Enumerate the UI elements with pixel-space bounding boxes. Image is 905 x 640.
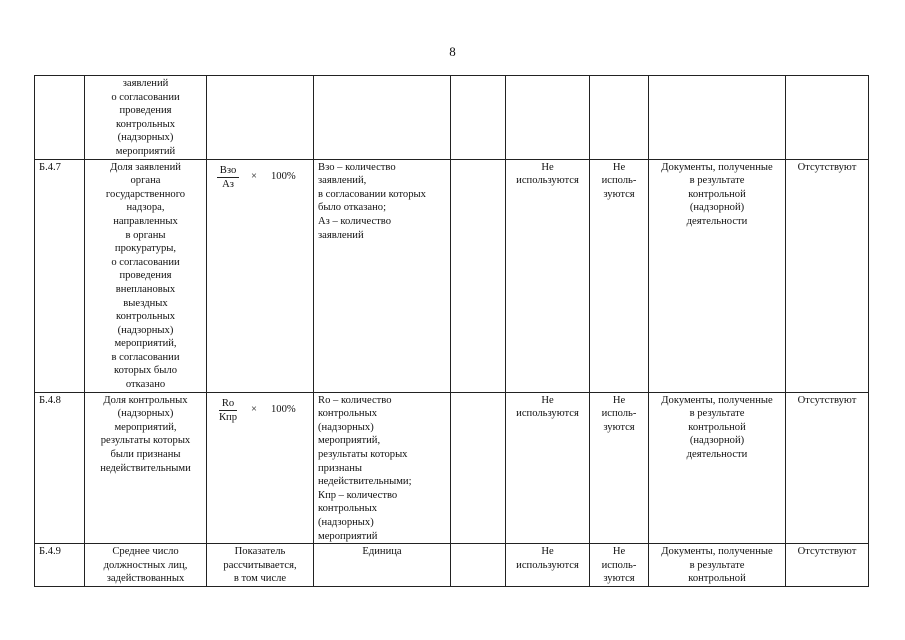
cell-sources: Документы, полученные в результате контрольной [649, 544, 786, 587]
page-number: 8 [449, 44, 456, 59]
cell-formula [207, 392, 314, 544]
fraction [213, 164, 243, 191]
denominator: Аз [222, 178, 234, 190]
cell-name: Среднее число должностных лиц, задействованных [85, 544, 207, 587]
multiply-sign: × [251, 404, 257, 416]
formula [211, 397, 309, 424]
multiply-sign: × [251, 171, 257, 183]
numerator: Взо [217, 164, 240, 178]
cell-empty [451, 159, 506, 392]
formula [211, 164, 309, 191]
cell-name: Доля контрольных (надзорных) мероприятий, результаты которых были признаны недействительными [85, 392, 207, 544]
cell-sources: Документы, полученные в результате контрольной (надзорной) деятельности [649, 392, 786, 544]
indicator-table [34, 75, 869, 587]
cell-definitions: Единица [314, 544, 451, 587]
cell-name: заявлений о согласовании проведения контрольных (надзорных) мероприятий [85, 76, 207, 160]
numerator: Ro [219, 397, 237, 411]
cell-col5: Не используются [506, 159, 590, 392]
percent: 100% [270, 404, 296, 416]
cell-formula [207, 159, 314, 392]
table-row-b47 [35, 159, 869, 392]
cell-definitions [314, 76, 451, 160]
cell-col6 [590, 76, 649, 160]
cell-col6: Не исполь- зуются [590, 392, 649, 544]
cell-col6: Не исполь- зуются [590, 159, 649, 392]
cell-code: Б.4.9 [35, 544, 85, 587]
cell-code: Б.4.8 [35, 392, 85, 544]
table-row-b48 [35, 392, 869, 544]
cell-col6: Не исполь- зуются [590, 544, 649, 587]
cell-name: Доля заявлений органа государственного надзора, направленных в органы прокуратуры, о согласовании проведения внеплановых выездных контрольных (надзорных) мероприятий, в согласовании которых было отказано [85, 159, 207, 392]
cell-formula: Показатель рассчитывается, в том числе [207, 544, 314, 587]
cell-sources: Документы, полученные в результате контрольной (надзорной) деятельности [649, 159, 786, 392]
cell-empty [451, 544, 506, 587]
cell-definitions: Взо – количество заявлений, в согласовании которых было отказано; Аз – количество заявлений [314, 159, 451, 392]
table-row-b49 [35, 544, 869, 587]
percent: 100% [270, 171, 296, 183]
cell-col8 [786, 76, 869, 160]
cell-code [35, 76, 85, 160]
denominator: Кпр [218, 411, 238, 423]
cell-formula [207, 76, 314, 160]
table-row-continuation [35, 76, 869, 160]
cell-col8: Отсутствуют [786, 544, 869, 587]
cell-col5 [506, 76, 590, 160]
cell-col5: Не используются [506, 544, 590, 587]
cell-empty [451, 76, 506, 160]
fraction [213, 397, 243, 424]
cell-empty [451, 392, 506, 544]
cell-col8: Отсутствуют [786, 159, 869, 392]
cell-col8: Отсутствуют [786, 392, 869, 544]
cell-code: Б.4.7 [35, 159, 85, 392]
cell-sources [649, 76, 786, 160]
cell-definitions: Rо – количество контрольных (надзорных) мероприятий, результаты которых признаны недействительными; Кпр – количество контрольных (надзорных) мероприятий [314, 392, 451, 544]
cell-col5: Не используются [506, 392, 590, 544]
